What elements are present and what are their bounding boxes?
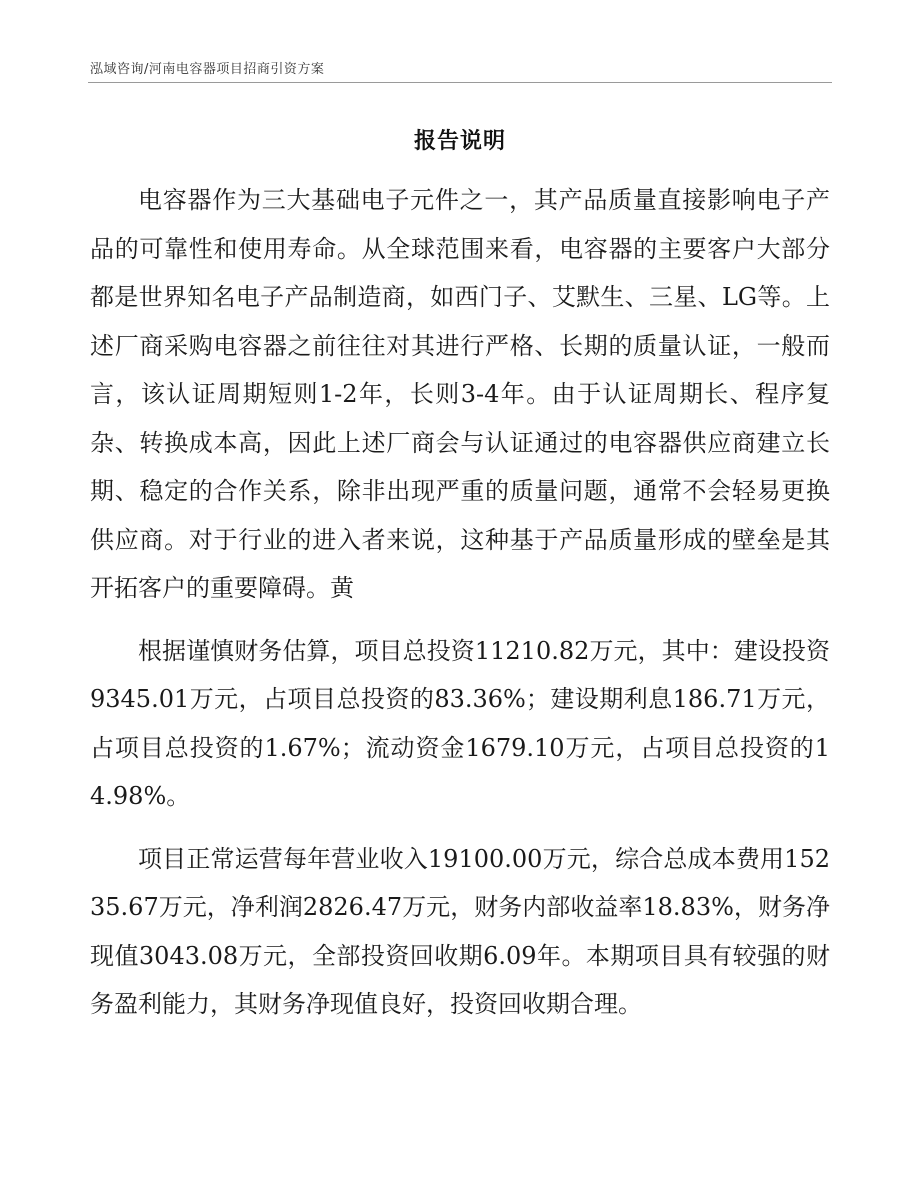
paragraph-revenue: 项目正常运营每年营业收入19100.00万元，综合总成本费用15235.67万元，净利润2826.47万元，财务内部收益率18.83%，财务净现值3043.08万元，全部投资回收期6.09年。本期项目具有较强的财务盈利能力，其财务净现值良好，投资回收期合理。 [90,844,830,1018]
paragraph-investment: 根据谨慎财务估算，项目总投资11210.82万元，其中：建设投资9345.01万元，占项目总投资的83.36%；建设期利息186.71万元，占项目总投资的1.67%；流动资金1679.10万元，占项目总投资的14.98%。 [90,636,830,810]
paragraph-intro: 电容器作为三大基础电子元件之一，其产品质量直接影响电子产品的可靠性和使用寿命。从全球范围来看，电容器的主要客户大部分都是世界知名电子产品制造商，如西门子、艾默生、三星、LG等。上述厂商采购电容器之前往往对其进行严格、长期的质量认证，一般而言，该认证周期短则1-2年，长则3-4年。由于认证周期长、程序复杂、转换成本高，因此上述厂商会与认证通过的电容器供应商建立长期、稳定的合作关系，除非出现严重的质量问题，通常不会轻易更换供应商。对于行业的进入者来说，这种基于产品质量形成的壁垒是其开拓客户的重要障碍。黄 [90,186,830,602]
header-divider [88,82,832,83]
body-text [90,176,830,1043]
section-title: 报告说明 [413,128,506,154]
running-header: 泓域咨询/河南电容器项目招商引资方案 [90,62,325,77]
